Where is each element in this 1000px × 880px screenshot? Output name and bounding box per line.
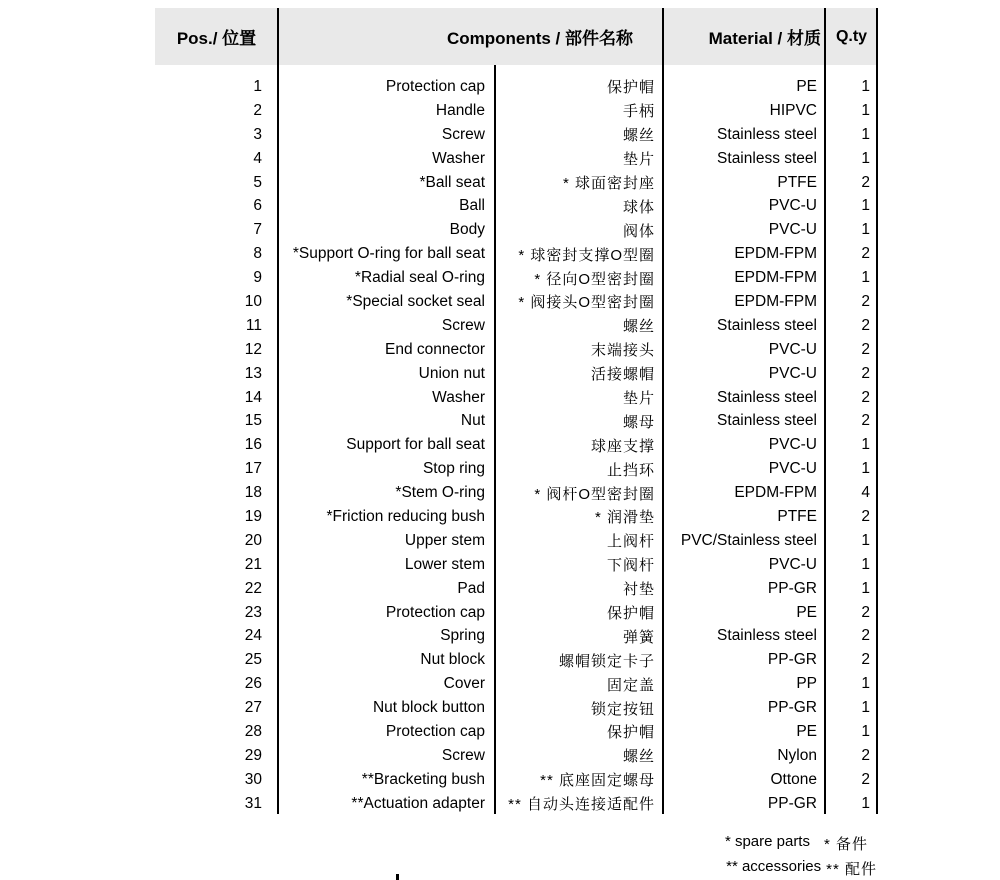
qty-cell: 1 [861, 221, 870, 239]
material-cell: PP-GR [767, 699, 817, 717]
material-cell: PP-GR [767, 579, 817, 597]
component-zh-cell: * 阀接头O型密封圈 [518, 294, 655, 312]
qty-cell: 1 [861, 699, 870, 717]
component-zh-cell: 末端接头 [590, 342, 655, 360]
component-en-cell: Washer [432, 149, 485, 167]
component-en-cell: Protection cap [385, 722, 485, 740]
table-row [155, 457, 878, 481]
pos-cell: 24 [244, 627, 262, 645]
qty-cell: 2 [861, 292, 870, 310]
component-en-cell: Spring [440, 627, 485, 645]
material-cell: PVC/Stainless steel [680, 531, 817, 549]
material-cell: EPDM-FPM [734, 292, 817, 310]
qty-cell: 2 [861, 746, 870, 764]
component-zh-cell: 弹簧 [622, 628, 655, 646]
qty-cell: 2 [861, 173, 870, 191]
component-en-cell: Screw [441, 746, 485, 764]
qty-cell: 1 [861, 197, 870, 215]
component-zh-cell: * 球密封支撑O型圈 [518, 246, 655, 264]
table-row [155, 648, 878, 672]
component-en-cell: Nut block [420, 651, 485, 669]
component-en-cell: Upper stem [404, 531, 485, 549]
material-cell: PP [796, 675, 817, 693]
component-en-cell: *Special socket seal [346, 292, 485, 310]
qty-cell: 1 [861, 675, 870, 693]
pos-cell: 10 [244, 292, 262, 310]
table-row [155, 123, 878, 147]
table-row [155, 744, 878, 768]
header-pos: Pos./ 位置 [176, 29, 257, 48]
component-zh-cell: 保护帽 [606, 79, 655, 97]
qty-cell: 1 [861, 555, 870, 573]
header-material: Material / 材质 [708, 29, 821, 48]
header-qty: Q.ty [835, 27, 868, 45]
material-cell: HIPVC [769, 101, 817, 119]
pos-cell: 27 [244, 699, 262, 717]
component-en-cell: *Ball seat [419, 173, 485, 191]
table-row [155, 577, 878, 601]
material-cell: Stainless steel [717, 125, 817, 143]
qty-cell: 1 [861, 149, 870, 167]
pos-cell: 11 [245, 316, 262, 334]
qty-cell: 1 [861, 269, 870, 287]
component-en-cell: Pad [457, 579, 485, 597]
component-zh-cell: 止挡环 [606, 461, 655, 479]
component-en-cell: Nut [460, 412, 485, 430]
component-en-cell: Nut block button [372, 699, 485, 717]
component-en-cell: Screw [441, 125, 485, 143]
pos-cell: 28 [244, 722, 262, 740]
pos-cell: 6 [253, 197, 262, 215]
material-cell: Stainless steel [717, 627, 817, 645]
component-zh-cell: * 润滑垫 [594, 509, 655, 527]
qty-cell: 2 [861, 364, 870, 382]
material-cell: PP-GR [767, 794, 817, 812]
pos-cell: 7 [253, 221, 262, 239]
pos-cell: 4 [253, 149, 262, 167]
material-cell: PE [796, 722, 817, 740]
pos-cell: 9 [253, 269, 262, 287]
material-cell: PE [796, 603, 817, 621]
qty-cell: 2 [861, 770, 870, 788]
material-cell: Stainless steel [717, 412, 817, 430]
table-row [155, 362, 878, 386]
component-zh-cell: 垫片 [622, 151, 655, 169]
material-cell: Stainless steel [717, 388, 817, 406]
component-zh-cell: 垫片 [622, 390, 655, 408]
material-cell: Stainless steel [717, 149, 817, 167]
pos-cell: 29 [244, 746, 262, 764]
table-row [155, 194, 878, 218]
table-row [155, 624, 878, 648]
component-en-cell: Screw [441, 316, 485, 334]
qty-cell: 2 [861, 412, 870, 430]
pos-cell: 25 [244, 651, 262, 669]
parts-table [155, 8, 878, 814]
pos-cell: 13 [244, 364, 262, 382]
component-en-cell: Union nut [418, 364, 485, 382]
table-row [155, 266, 878, 290]
component-zh-cell: 螺母 [622, 413, 655, 431]
qty-cell: 2 [861, 388, 870, 406]
table-body [155, 75, 878, 816]
qty-cell: 2 [861, 507, 870, 525]
qty-cell: 4 [861, 484, 870, 502]
pos-cell: 23 [244, 603, 262, 621]
component-en-cell: Ball [459, 197, 485, 215]
qty-cell: 1 [861, 531, 870, 549]
table-row [155, 433, 878, 457]
component-zh-cell: 手柄 [622, 103, 655, 121]
table-row [155, 314, 878, 338]
component-en-cell: Support for ball seat [346, 436, 485, 454]
material-cell: PVC-U [768, 364, 817, 382]
material-cell: PVC-U [768, 555, 817, 573]
material-cell: EPDM-FPM [734, 269, 817, 287]
footnote-accessories [726, 858, 877, 879]
component-en-cell: **Actuation adapter [351, 794, 485, 812]
material-cell: PVC-U [768, 340, 817, 358]
qty-cell: 1 [861, 436, 870, 454]
component-zh-cell: 螺丝 [622, 127, 655, 145]
table-row [155, 99, 878, 123]
pos-cell: 8 [253, 245, 262, 263]
table-row [155, 171, 878, 195]
component-en-cell: Washer [432, 388, 485, 406]
qty-cell: 2 [861, 316, 870, 334]
footnote-accessories-zh: ** 配件 [826, 861, 877, 878]
pos-cell: 22 [244, 579, 262, 597]
table-row [155, 338, 878, 362]
component-en-cell: Lower stem [404, 555, 485, 573]
component-zh-cell: ** 底座固定螺母 [540, 772, 655, 790]
pos-cell: 17 [244, 460, 262, 478]
component-zh-cell: 上阀杆 [606, 533, 655, 551]
header-components: Components / 部件名称 [446, 29, 633, 48]
component-zh-cell: 固定盖 [606, 676, 655, 694]
table-row [155, 75, 878, 99]
pos-cell: 31 [244, 794, 262, 812]
qty-cell: 1 [861, 125, 870, 143]
footnote-accessories-en: ** accessories [726, 858, 822, 875]
material-cell: PVC-U [768, 221, 817, 239]
pos-cell: 18 [244, 484, 262, 502]
qty-cell: 2 [861, 245, 870, 263]
material-cell: PP-GR [767, 651, 817, 669]
footnote-spare-parts [725, 833, 868, 854]
pos-cell: 5 [253, 173, 262, 191]
footnote-spare-parts-en: * spare parts [724, 833, 810, 850]
table-row [155, 481, 878, 505]
material-cell: Stainless steel [717, 316, 817, 334]
component-zh-cell: ** 自动头连接适配件 [508, 796, 655, 814]
page-edge-mark [396, 874, 399, 880]
table-row [155, 672, 878, 696]
table-row [155, 386, 878, 410]
component-zh-cell: 保护帽 [606, 724, 655, 742]
component-zh-cell: 螺丝 [622, 318, 655, 336]
component-en-cell: Stop ring [422, 460, 485, 478]
component-en-cell: Cover [443, 675, 485, 693]
qty-cell: 1 [861, 794, 870, 812]
table-header-row [155, 8, 878, 65]
qty-cell: 2 [861, 651, 870, 669]
material-cell: EPDM-FPM [734, 484, 817, 502]
pos-cell: 3 [253, 125, 262, 143]
component-zh-cell: 衬垫 [622, 581, 655, 599]
table-row [155, 768, 878, 792]
qty-cell: 1 [861, 101, 870, 119]
pos-cell: 1 [253, 77, 262, 95]
component-en-cell: Body [449, 221, 485, 239]
table-row [155, 720, 878, 744]
table-row [155, 409, 878, 433]
qty-cell: 1 [861, 579, 870, 597]
component-zh-cell: 活接螺帽 [590, 366, 655, 384]
qty-cell: 2 [861, 340, 870, 358]
pos-cell: 26 [244, 675, 262, 693]
component-zh-cell: 螺丝 [622, 748, 655, 766]
component-en-cell: *Support O-ring for ball seat [292, 245, 485, 263]
table-row [155, 553, 878, 577]
pos-cell: 16 [244, 436, 262, 454]
component-zh-cell: 阀体 [622, 222, 655, 240]
pos-cell: 21 [244, 555, 262, 573]
material-cell: PVC-U [768, 197, 817, 215]
table-row [155, 147, 878, 171]
table-row [155, 696, 878, 720]
component-en-cell: *Radial seal O-ring [354, 269, 485, 287]
qty-cell: 2 [861, 627, 870, 645]
table-row [155, 601, 878, 625]
footnote-spare-parts-zh: * 备件 [823, 836, 868, 853]
table-row [155, 290, 878, 314]
table-row [155, 242, 878, 266]
qty-cell: 2 [861, 603, 870, 621]
component-en-cell: Protection cap [385, 77, 485, 95]
component-en-cell: Protection cap [385, 603, 485, 621]
component-zh-cell: 保护帽 [606, 605, 655, 623]
component-en-cell: *Friction reducing bush [326, 507, 485, 525]
table-row [155, 505, 878, 529]
material-cell: PTFE [777, 173, 817, 191]
pos-cell: 2 [253, 101, 262, 119]
material-cell: PE [796, 77, 817, 95]
table-row [155, 529, 878, 553]
table-row [155, 792, 878, 816]
pos-cell: 20 [244, 531, 262, 549]
component-zh-cell: * 阀杆O型密封圈 [534, 485, 655, 503]
pos-cell: 19 [244, 507, 262, 525]
pos-cell: 12 [244, 340, 262, 358]
component-en-cell: **Bracketing bush [361, 770, 485, 788]
pos-cell: 14 [244, 388, 262, 406]
component-zh-cell: 球座支撑 [590, 437, 655, 455]
component-zh-cell: * 径向O型密封圈 [534, 270, 655, 288]
component-zh-cell: 螺帽锁定卡子 [558, 652, 655, 670]
qty-cell: 1 [861, 460, 870, 478]
material-cell: Nylon [777, 746, 817, 764]
material-cell: PVC-U [768, 436, 817, 454]
pos-cell: 30 [244, 770, 262, 788]
component-zh-cell: 下阀杆 [606, 557, 655, 575]
component-zh-cell: * 球面密封座 [562, 175, 655, 192]
component-zh-cell: 球体 [622, 198, 655, 216]
qty-cell: 1 [861, 722, 870, 740]
material-cell: PVC-U [768, 460, 817, 478]
material-cell: EPDM-FPM [734, 245, 817, 263]
component-en-cell: *Stem O-ring [395, 484, 485, 502]
component-zh-cell: 锁定按钮 [590, 700, 655, 718]
component-en-cell: End connector [385, 340, 485, 358]
qty-cell: 1 [861, 77, 870, 95]
table-row [155, 218, 878, 242]
material-cell: PTFE [777, 507, 817, 525]
component-en-cell: Handle [435, 101, 485, 119]
material-cell: Ottone [770, 770, 817, 788]
pos-cell: 15 [244, 412, 262, 430]
